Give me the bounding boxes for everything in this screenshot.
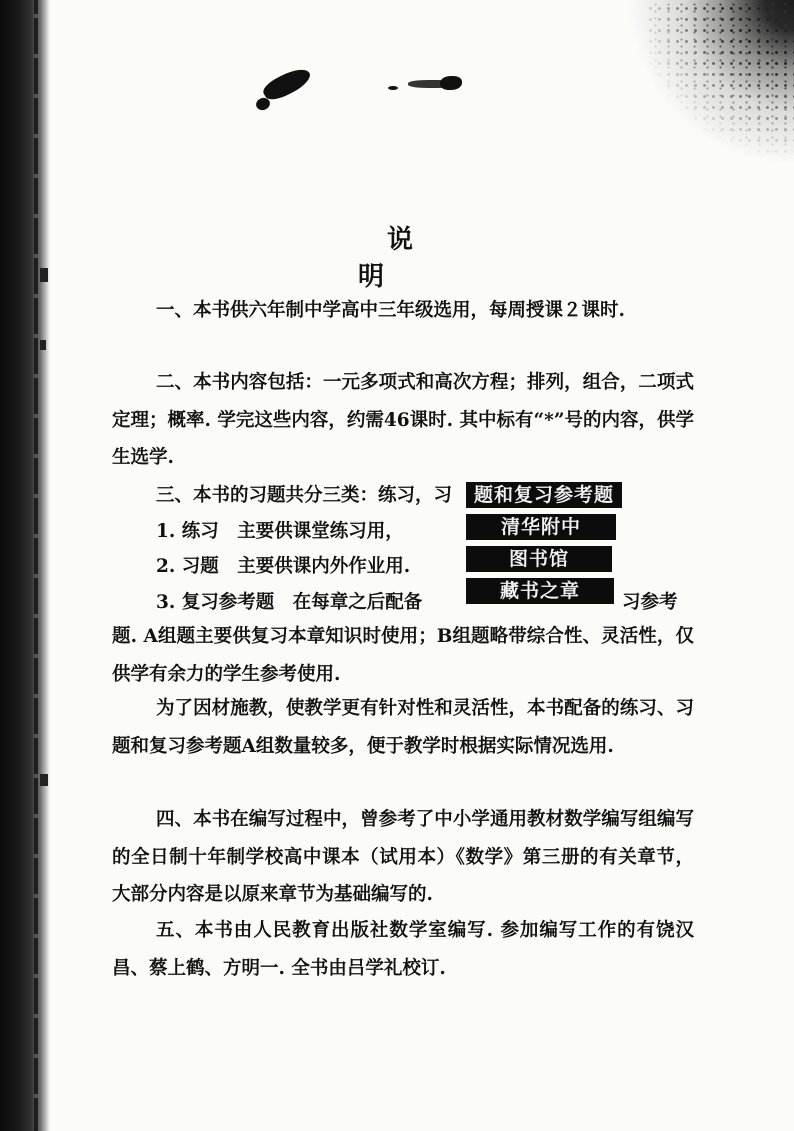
list-item-exercise: 1. 练习 主要供课堂练习用， <box>156 521 404 542</box>
paragraph-3-intro: 三、本书的习题共分三类：练习，习 <box>156 485 453 506</box>
stamp-line: 题和复习参考题 <box>466 482 622 508</box>
paragraph-1: 一、本书供六年制中学高中三年级选用，每周授课２课时. <box>156 300 625 321</box>
stamp-line: 清华附中 <box>466 514 616 540</box>
list-item-homework: 2. 习题 主要供课内外作业用. <box>156 556 411 577</box>
ink-blot <box>440 76 462 90</box>
paragraph-4: 题. A组题主要供复习本章知识时使用；B组题略带综合性、灵活性，仅供学有余力的学生参考使用. <box>112 626 694 685</box>
stamp-line: 图书馆 <box>466 546 612 572</box>
page-title: 说 明 <box>357 225 471 292</box>
ink-blot <box>388 86 398 90</box>
page-corner-speckle <box>644 0 794 200</box>
margin-mark <box>40 340 46 350</box>
book-binding-shadow <box>0 0 50 1131</box>
library-stamp <box>466 480 622 610</box>
list-item-review-tail: 习参考 <box>622 592 678 613</box>
binding-edge <box>34 0 38 1131</box>
paragraph-2: 二、本书内容包括：一元多项式和高次方程；排列，组合，二项式定理；概率. 学完这些内容，约需46课时. 其中标有“*”号的内容，供学生选学. <box>112 372 694 468</box>
margin-mark <box>40 268 48 282</box>
paragraph-5: 为了因材施教，使教学更有针对性和灵活性，本书配备的练习、习题和复习参考题A组数量较多，便于教学时根据实际情况选用. <box>112 698 694 757</box>
paragraph-6: 四、本书在编写过程中，曾参考了中小学通用教材数学编写组编写的全日制十年制学校高中课本（试用本）《数学》第三册的有关章节，大部分内容是以原来章节为基础编写的. <box>112 809 694 905</box>
margin-mark <box>40 774 48 786</box>
list-item-review: 3. 复习参考题 在每章之后配备 <box>156 592 423 613</box>
paragraph-7: 五、本书由人民教育出版社数学室编写. 参加编写工作的有饶汉昌、蔡上鹤、方明一. 全书由吕学礼校订. <box>112 920 694 979</box>
stamp-line: 藏书之章 <box>466 578 614 604</box>
